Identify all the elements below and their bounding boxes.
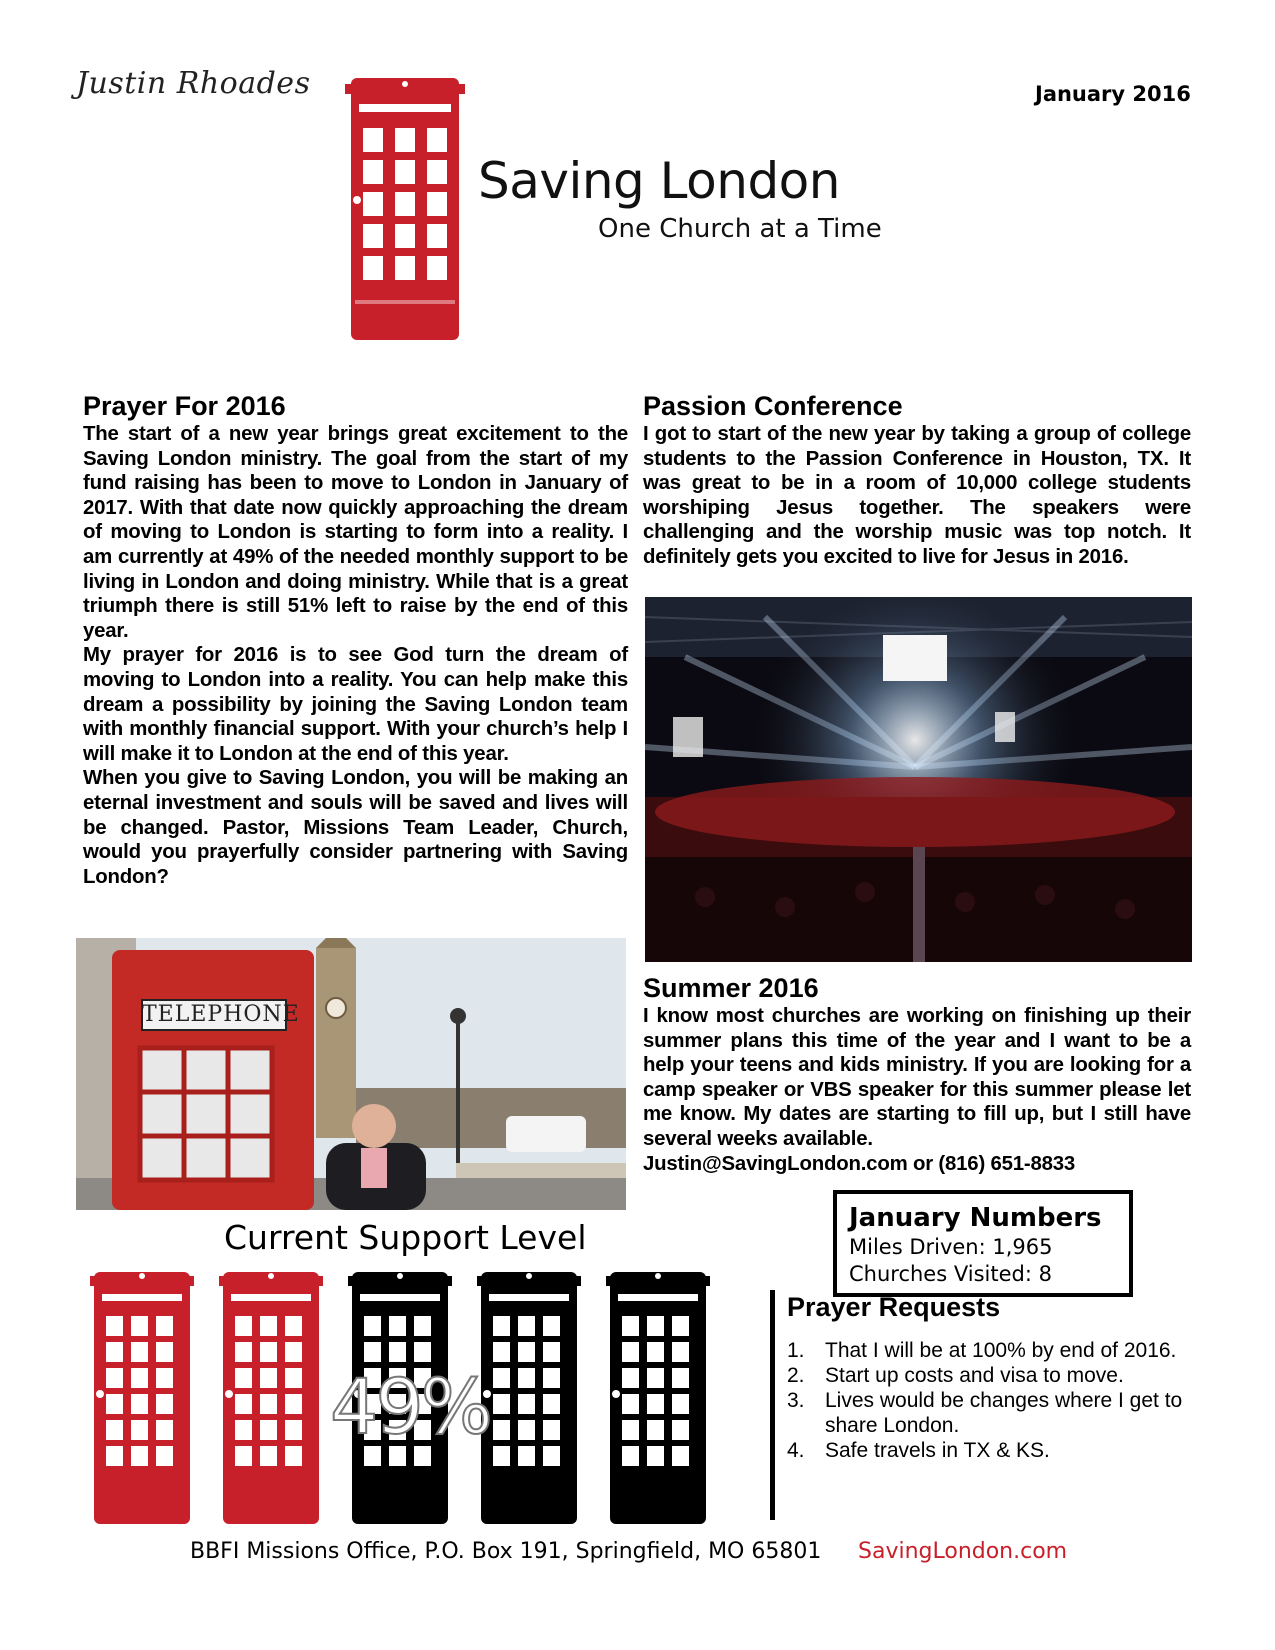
- brand-subtitle: One Church at a Time: [598, 214, 882, 244]
- footer-url[interactable]: SavingLondon.com: [858, 1539, 1068, 1564]
- summer-text: I know most churches are working on finishing up their summer plans this time of the year and I want to be a help your teens and kids ministry. If you are looking for a camp speaker or VBS speaker for this summer please let me know. My dates are starting to fill up, but I still have several weeks available.: [643, 1005, 1191, 1150]
- miles-driven: Miles Driven: 1,965: [849, 1235, 1053, 1259]
- passion-title: Passion Conference: [643, 391, 903, 421]
- london-scene-icon: [76, 938, 626, 1210]
- newsletter-date: January 2016: [1035, 82, 1191, 106]
- support-booth: [90, 1272, 194, 1524]
- list-text: Lives would be changes where I get to share London.: [825, 1389, 1183, 1437]
- list-number: 2.: [787, 1364, 805, 1387]
- prayer-requests-list: [787, 1338, 1190, 1463]
- list-item: [787, 1388, 1190, 1438]
- prayer-2016-paragraph: When you give to Saving London, you will be making an eternal investment and souls will be saved and lives will be changed. Pastor, Missions Team Leader, Church, would you prayerfully consider partnering with Saving London?: [83, 767, 628, 888]
- list-text: Safe travels in TX & KS.: [825, 1439, 1050, 1462]
- support-percent: 49%: [330, 1362, 490, 1451]
- list-number: 1.: [787, 1339, 805, 1362]
- list-number: 3.: [787, 1389, 805, 1412]
- concert-photo: [645, 597, 1192, 962]
- prayer-2016-paragraph: My prayer for 2016 is to see God turn the dream of moving to London into a reality. You can help make this dream a possibility by joining the Saving London team with monthly financial support. With your church’s help I will make it to London at the end of this year.: [83, 644, 628, 765]
- summer-title: Summer 2016: [643, 973, 819, 1003]
- list-item: [787, 1363, 1190, 1388]
- passion-section: [643, 390, 1191, 570]
- support-booth: [606, 1272, 710, 1524]
- list-item: [787, 1338, 1190, 1363]
- january-numbers-box: [833, 1190, 1133, 1297]
- list-text: Start up costs and visa to move.: [825, 1364, 1124, 1387]
- churches-visited: Churches Visited: 8: [849, 1262, 1052, 1286]
- prayer-requests-section: [770, 1290, 1190, 1520]
- prayer-2016-paragraph: The start of a new year brings great excitement to the Saving London ministry. The goal from the start of my fund raising has been to move to London in January of 2017. With that date now quickly approaching the dream of moving to London is starting to form into a reality. I am currently at 49% of the needed monthly support to be living in London and doing ministry. While that is a great triumph there is still 51% left to raise by the end of this year.: [83, 423, 628, 642]
- prayer-2016-title: Prayer For 2016: [83, 391, 286, 421]
- passion-text: I got to start of the new year by taking a group of college students to the Passion Conference in Houston, TX. It was great to be in a room of 10,000 college students worshiping Jesus together. The speakers were challenging and the worship music was top notch. It definitely gets you excited to live for Jesus in 2016.: [643, 423, 1191, 568]
- signature: Justin Rhoades: [76, 66, 311, 101]
- numbers-title: January Numbers: [849, 1203, 1102, 1233]
- summer-section: [643, 972, 1191, 1176]
- brand-title: Saving London: [478, 152, 840, 210]
- telephone-sign: TELEPHONE: [142, 1002, 300, 1027]
- phone-booth-logo-icon: [345, 70, 465, 340]
- support-booth: [477, 1272, 581, 1524]
- summer-contact: Justin@SavingLondon.com or (816) 651-8833: [643, 1152, 1076, 1175]
- concert-scene-icon: [645, 597, 1192, 962]
- list-item: [787, 1438, 1190, 1463]
- list-text: That I will be at 100% by end of 2016.: [825, 1339, 1177, 1362]
- list-number: 4.: [787, 1439, 805, 1462]
- support-level-title: Current Support Level: [224, 1218, 587, 1257]
- prayer-2016-section: [83, 390, 628, 889]
- support-booth: [219, 1272, 323, 1524]
- footer-address: BBFI Missions Office, P.O. Box 191, Springfield, MO 65801: [190, 1539, 822, 1564]
- london-photo: [76, 938, 626, 1210]
- prayer-requests-title: Prayer Requests: [787, 1292, 1001, 1322]
